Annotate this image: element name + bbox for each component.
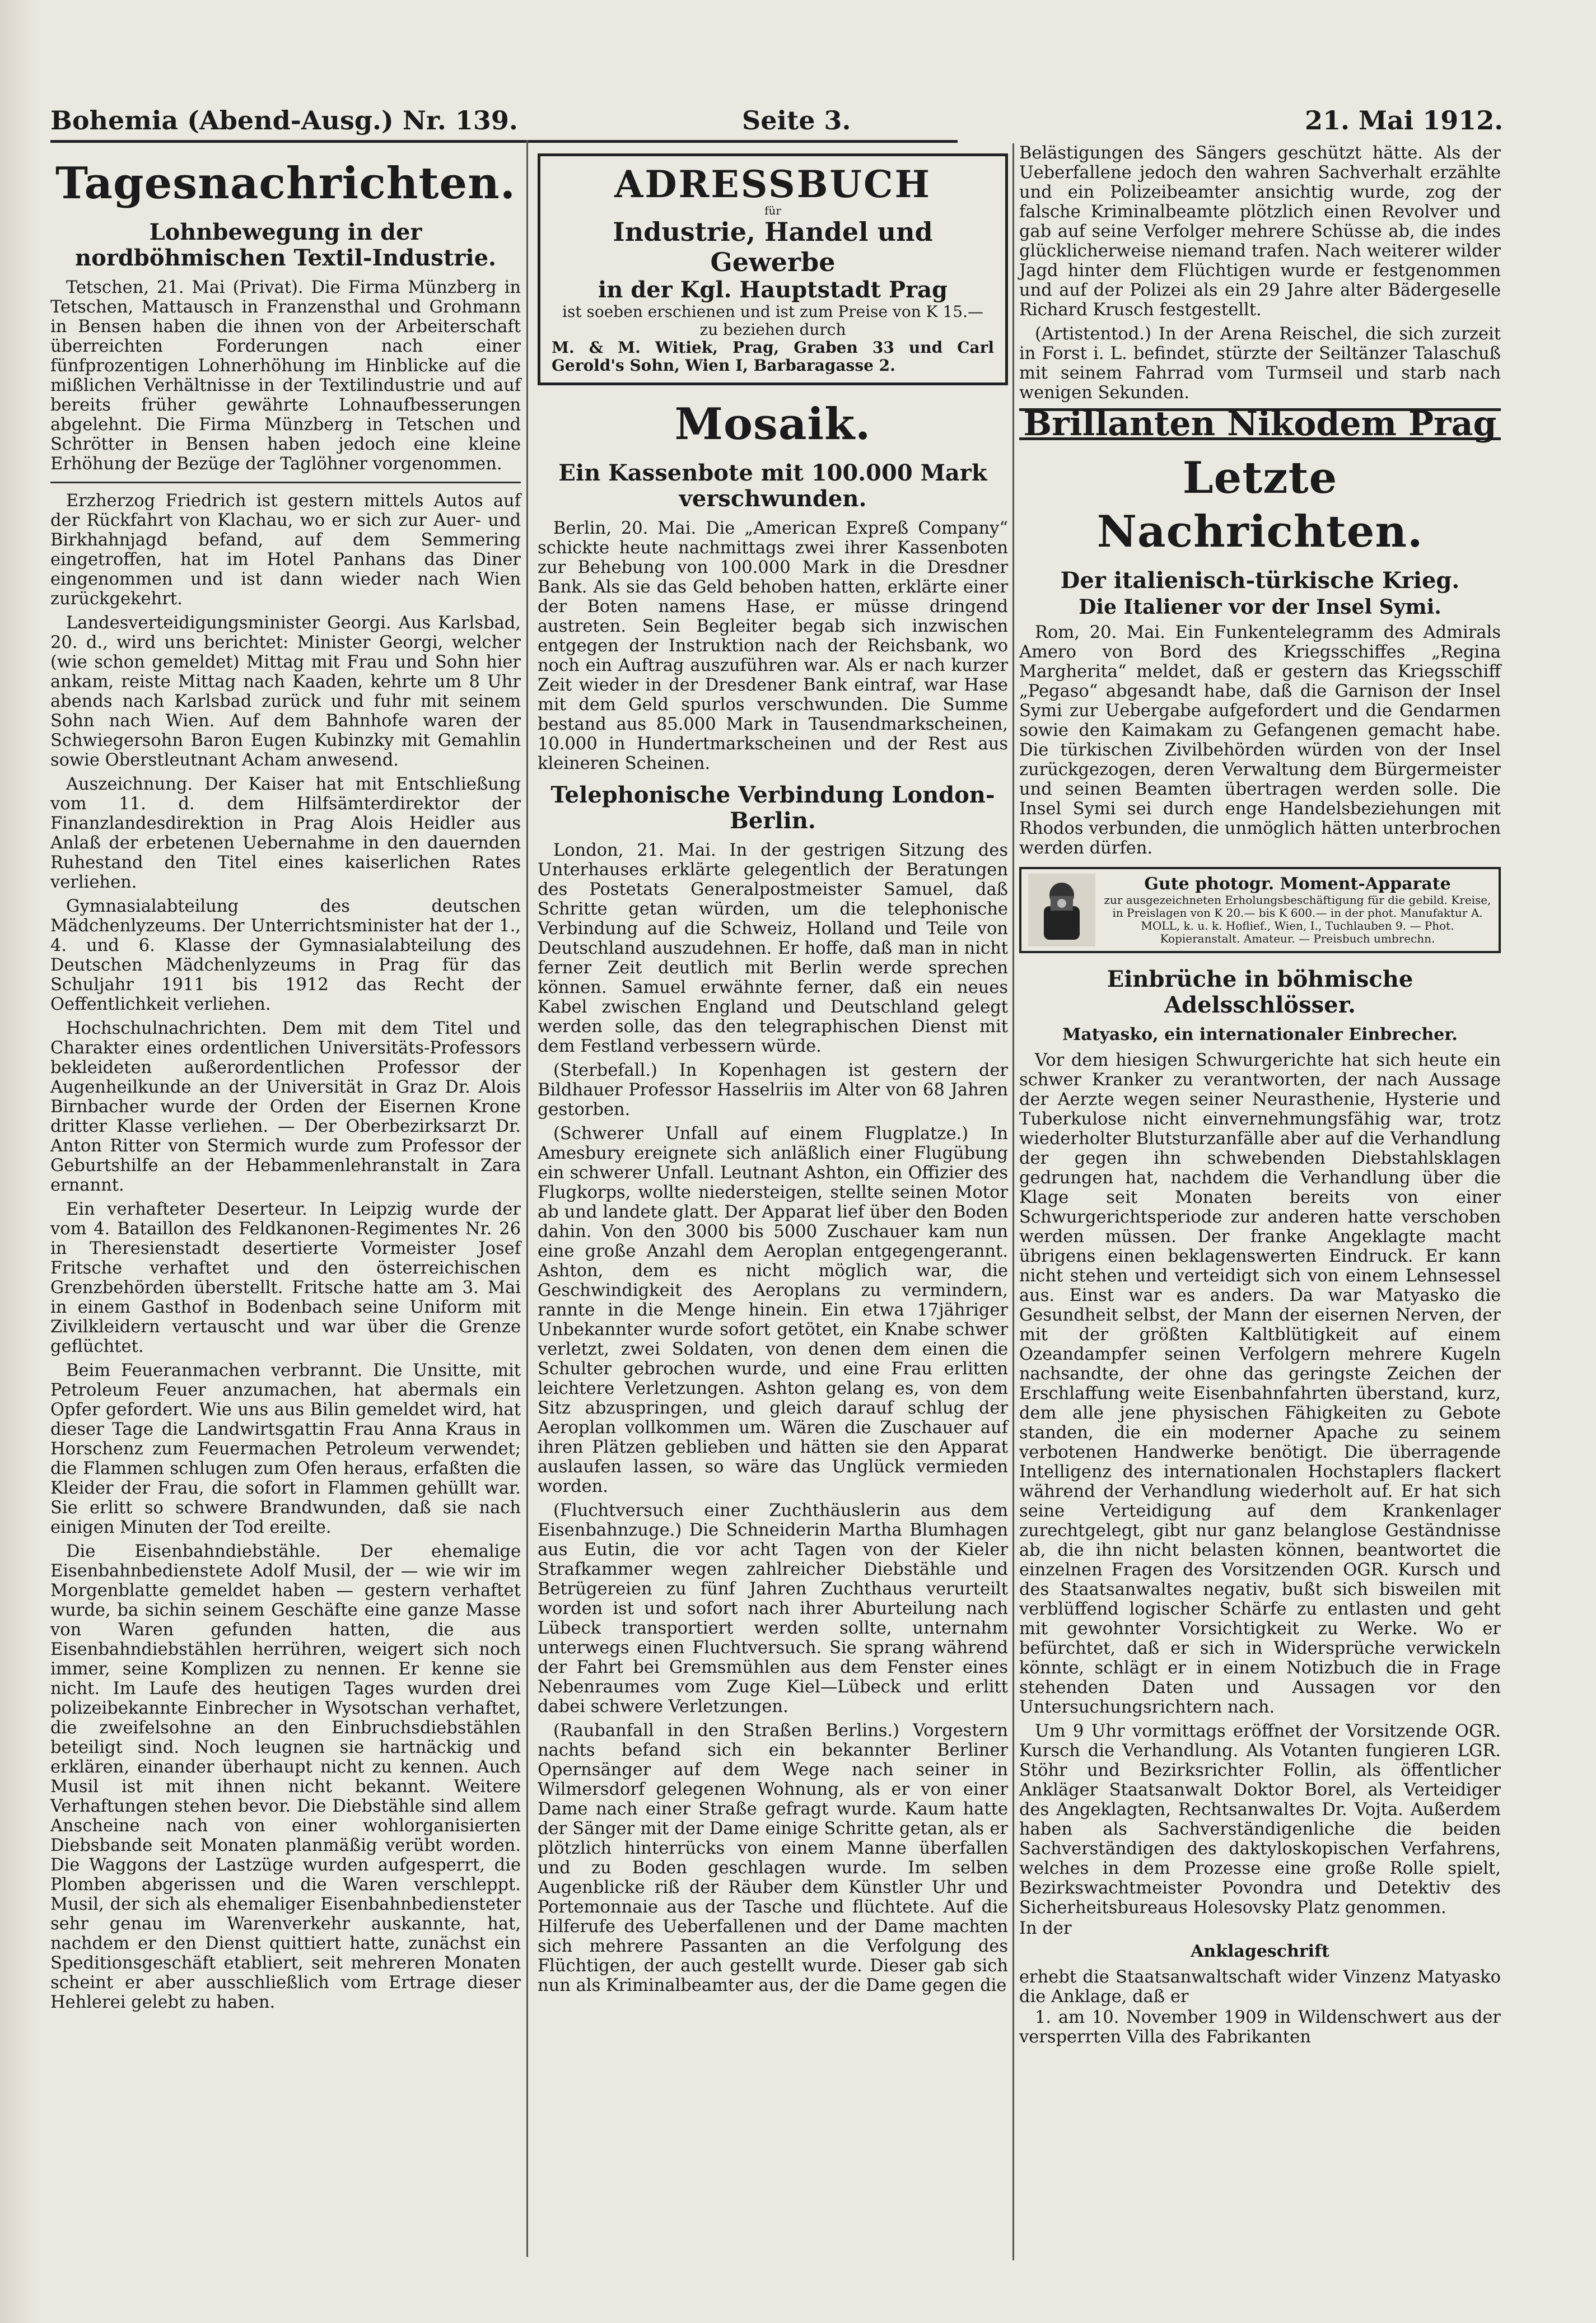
ad-text: M. & M. Witiek, Prag, Graben 33 und Carl Gerold's Sohn, Wien I, Barbaragasse 2. (552, 338, 994, 375)
ad-title: ADRESSBUCH (614, 162, 931, 206)
ad-text: in der Kgl. Hauptstadt Prag (598, 277, 948, 303)
article-paragraph: Die Eisenbahndiebstähle. Der ehemalige Eisenbahnbedienstete Adolf Musil, der — wie wir im Morgenblatte gemeldet haben — gestern verhaftet wurde, ba sichin seinem Geschäfte eine ganze Masse von Waren gefunden hatten, die aus Eisenbahndiebstählen herrühren, weigert sich noch immer, seine Komplizen zu nennen. Er kenne sie nicht. Im Laufe des heutigen Tages wurden drei polizeibekannte Einbrecher in Wysotschan verhaftet, die zweifelsohne an den Einbruchsdiebstählen beteiligt sind. Noch leugnen sie hartnäckig und erklären, einander überhaupt nicht zu kennen. Auch Musil ist mit ihnen nicht bekannt. Weitere Verhaftungen stehen bevor. Die Diebstähle sind allem Anscheine nach von einer wohlorganisierten Diebsbande seit Monaten planmäßig verübt worden. Die Waggons der Lastzüge wurden aufgesperrt, die Plomben abgerissen und die Waren verschleppt. Musil, der sich als ehemaliger Eisenbahnbediensteter sehr genau im Warenverkehr auskannte, hat, nachdem er den Dienst quittiert hatte, zunächst ein Speditionsgeschäft etabliert, seit mehreren Monaten scheint er aber ausschließlich vom Ertrage dieser Hehlerei gelebt zu haben. (50, 1542, 521, 2012)
section-title: Letzte Nachrichten. (1096, 453, 1424, 557)
column-separator (1012, 143, 1014, 2260)
article-headline: Einbrüche in böhmische Adelsschlösser. (1107, 966, 1413, 1018)
article-paragraph: (Fluchtversuch einer Zuchthäuslerin aus dem Eisenbahnzuge.) Die Schneiderin Martha Blumhagen aus Eutin, die vor acht Tagen von der Kieler Strafkammer wegen zahlreicher Diebstähle und Betrügereien zu fünf Jahren Zuchthaus verurteilt worden ist und sofort nach ihrer Aburteilung nach Lübeck transportiert werden sollte, unternahm unterwegs einen Fluchtversuch. Sie sprang während der Fahrt bei Gremsmühlen aus dem Fenster eines Nebenraumes vom Zuge Kiel—Lübeck und erlitt dabei schwere Verletzungen. (538, 1501, 1008, 1716)
column-3 (1019, 143, 1501, 2048)
article-paragraph: Berlin, 20. Mai. Die „American Expreß Company“ schickte heute nachmittags zwei ihrer Kassenboten zur Behebung von 100.000 Mark in die Dresdner Bank. Als sie das Geld behoben hatten, erklärte einer der Boten namens Hase, er müsse dringend austreten. Sein Begleiter begab sich inzwischen entgegen der Instruktion nach der Reichsbank, wo noch ein Auftrag auszuführen war. Als er nach kurzer Zeit wieder in der Dresdener Bank eintraf, war Hase mit dem Geld spurlos verschwunden. Die Summe bestand aus 85.000 Mark in Tausendmarkscheinen, 10.000 in Hundertmarkscheinen und der Rest aus kleineren Scheinen. (538, 519, 1008, 773)
article-paragraph: Belästigungen des Sängers geschützt hätte. Als der Ueberfallene jedoch den wahren Sachverhalt erzählte und ein Polizeibeamter ansichtig wurde, zog der falsche Kriminalbeamte plötzlich einen Revolver und gab auf seine Verfolger mehrere Schüsse ab, die indes glücklicherweise niemand trafen. Nach weiterer wilder Jagd hinter dem Flüchtigen wurde er festgenommen und auf der Polizei als ein 29 Jahre alter Bädergeselle Richard Krusch festgestellt. (1019, 143, 1501, 320)
article-paragraph: Um 9 Uhr vormittags eröffnet der Vorsitzende OGR. Kursch die Verhandlung. Als Votanten fungieren LGR. Stöhr und Bezirksrichter Follin, als öffentlicher Ankläger Staatsanwalt Doktor Borel, als Verteidiger des Angeklagten, Rechtsanwaltes Dr. Vojta. Außerdem haben als Sachverständigenliche die beiden Sachverständigen des daktyloskopischen Verfahrens, welches in dem Prozesse eine große Rolle spielt, Bezirkswachtmeister Povondra und Detektiv des Sicherheitsbureaus Holesovsky Platz genommen. (1019, 1722, 1501, 1918)
page-header (50, 105, 1506, 139)
issue-date: 21. Mai 1912. (1305, 105, 1504, 136)
article-paragraph: In der (1019, 1919, 1072, 1938)
article-paragraph: Landesverteidigungsminister Georgi. Aus Karlsbad, 20. d., wird uns berichtet: Minister Georgi, welcher (wie schon gemeldet) Mittag mit Frau und Sohn hier ankam, reiste Mittag nach Kaaden, kehrte um 8 Uhr abends nach Karlsbad zurück und fuhr mit seinem Sohn nach Wien. Auf dem Bahnhofe waren der Schwiegersohn Baron Eugen Kubinzky mit Gemahlin sowie Oberstleutnant Acham anwesend. (50, 613, 521, 770)
article-paragraph: (Sterbefall.) In Kopenhagen ist gestern der Bildhauer Professor Hasselriis im Alter von 68 Jahren gestorben. (538, 1061, 1008, 1119)
ad-text: für (764, 204, 781, 217)
article-paragraph: Gymnasialabteilung des deutschen Mädchenlyzeums. Der Unterrichtsminister hat der 1., 4. und 6. Klasse der Gymnasialabteilung des Deutschen Mädchenlyzeums in Prag für das Schuljahr 1911 bis 1912 das Recht der Oeffentlichkeit verliehen. (50, 897, 521, 1014)
article-headline: Der italienisch-türkische Krieg. (1060, 567, 1460, 594)
article-paragraph: Beim Feueranmachen verbrannt. Die Unsitte, mit Petroleum Feuer anzumachen, hat abermals ein Opfer gefordert. Wie uns aus Bilin gemeldet wird, hat dieser Tage die Landwirtsgattin Frau Anna Kraus in Horschenz zum Feuermachen Petroleum verwendet; die Flammen schlugen zum Ofen heraus, erfaßten die Kleider der Frau, die sofort in Flammen gehüllt war. Sie erlitt so schwere Brandwunden, daß sie nach einigen Minuten der Tod ereilte. (50, 1361, 521, 1537)
article-paragraph: (Raubanfall in den Straßen Berlins.) Vorgestern nachts befand sich ein bekannter Berliner Opernsänger auf dem Wege nach seiner in Wilmersdorf gelegenen Wohnung, als er von einer Dame nach einer Straße gefragt wurde. Kaum hatte der Sänger mit der Dame einige Schritte getan, als er plötzlich hinterrücks von einem Manne überfallen und zu Boden geschlagen wurde. Im selben Augenblicke riß der Räuber dem Künstler Uhr und Portemonnaie aus der Tasche und flüchtete. Auf die Hilferufe des Ueberfallenen und der Dame machten sich mehrere Passanten an die Verfolgung des Flüchtigen, der auch gestellt wurde. Dieser gab sich nun als Kriminalbeamter aus, der die Dame gegen die (538, 1721, 1008, 1995)
section-title: Tagesnachrichten. (55, 158, 516, 209)
header-rule (50, 140, 958, 143)
article-headline: Telephonische Verbindung London-Berlin. (550, 782, 995, 834)
article-paragraph: (Artistentod.) In der Arena Reischel, die sich zurzeit in Forst i. L. befindet, stürzte der Seiltänzer Talaschuß mit seinem Fahrrad vom Turmseil und starb nach wenigen Sekunden. (1019, 324, 1501, 403)
article-subheadline: Die Italiener vor der Insel Symi. (1079, 595, 1441, 619)
article-subheadline: Anklageschrift (1191, 1942, 1329, 1961)
advertisement-camera (1019, 867, 1501, 953)
ad-title: Gute photogr. Moment-Apparate (1144, 874, 1451, 894)
ad-text: Industrie, Handel und Gewerbe (613, 217, 933, 277)
article-paragraph: Vor dem hiesigen Schwurgerichte hat sich heute ein schwer Kranker zu verantworten, der nach Aussage der Aerzte wegen seiner Neurasthenie, Hysterie und Tuberkulose nicht einvernehmungsfähig war, trotz wiederholter Blutsturzanfälle aber auf die Verhandlung der gegen ihn schwebenden Diebstahlsklagen gedrungen hat, nachdem die Verhandlung über die Klage seit Monaten bereits von einer Schwurgerichtsperiode zur anderen hatte verschoben werden müssen. Der franke Angeklagte macht übrigens einen beklagenswerten Eindruck. Er kann nicht stehen und verteidigt sich von einem Lehnsessel aus. Einst war es anders. Da war Matyasko die Gesundheit selbst, der Mann der eisernen Nerven, der mit der größten Kaltblütigkeit auf einem Ozeandampfer seinen Verfolgern mehrere Kugeln nachsandte, der ohne das geringste Zeichen der Erschlaffung weite Eisenbahnfahrten überstand, kurz, dem alle jene physischen Fähigkeiten zu Gebote standen, die ein moderner Apache zu seinem verbotenen Handwerke benötigt. Die überragende Intelligenz des internationalen Hochstaplers flackert während der Verhandlung wiederholt auf. Er hat sich seine Verteidigung auf dem Krankenlager zurechtgelegt, gibt nur ganz belanglose Geständnisse ab, die ihn nicht belasten können, beantwortet die einzelnen Fragen des Vorsitzenden OGR. Kursch und des Staatsanwaltes negativ, bußt sich bisweilen mit verblüffend logischer Schärfe zu entlasten und geht mit gewohnter Vorsichtigkeit zu Werke. Wo er befürchtet, daß er sich in Widersprüche verwickeln könnte, schlägt er in einem Notizbuch die in Frage stehenden Daten und Aussagen vor den Untersuchungsrichtern nach. (1019, 1051, 1501, 1717)
page-number: Seite 3. (742, 105, 851, 136)
article-paragraph: (Schwerer Unfall auf einem Flugplatze.) In Amesbury ereignete sich anläßlich einer Flugübung ein schwerer Unfall. Leutnant Ashton, ein Offizier des Flugkorps, wollte niedersteigen, stellte seinen Motor ab und landete glatt. Der Apparat lief über den Boden dahin. Von den 3000 bis 5000 Zuschauer kam nun eine große Anzahl dem Aeroplan entgegengerannt. Ashton, dem es nicht möglich war, die Geschwindigkeit des Aeroplans zu vermindern, rannte in die Menge hinein. Ein etwa 17jähriger Unbekannter wurde sofort getötet, ein Knabe schwer verletzt, zwei Soldaten, von denen dem einen die Schulter gebrochen wurde, und eine Frau erlitten leichtere Verletzungen. Ashton gelang es, von dem Sitz abzuspringen, und gleich darauf schlug der Aeroplan vollkommen um. Wären die Zuschauer auf ihren Plätzen geblieben und hätten sie den Apparat auslaufen lassen, so wäre das Unglück vermieden worden. (538, 1124, 1008, 1496)
advertisement-adressbuch (538, 153, 1008, 385)
article-paragraph: Erzherzog Friedrich ist gestern mittels Autos auf der Rückfahrt von Klachau, wo er sich zur Auer- und Birkhahnjagd befand, auf dem Semmering eingetroffen, hat im Hotel Panhans das Diner eingenommen und ist dann wieder nach Wien zurückgekehrt. (50, 491, 521, 609)
article-paragraph: London, 21. Mai. In der gestrigen Sitzung des Unterhauses erklärte gelegentlich der Beratungen des Postetats Generalpostmeister Samuel, daß Schritte getan würden, um die telephonische Verbindung auf die Schweiz, Holland und Teile von Deutschland auszudehnen. Er hoffe, daß man in nicht ferner Zeit deutlich mit Berlin werde sprechen können. Samuel erwähnte ferner, daß ein neues Kabel zwischen England und Deutschland gelegt werden solle, das den telegraphischen Dienst mit dem Festland verbessern würde. (538, 841, 1008, 1056)
article-paragraph: erhebt die Staatsanwaltschaft wider Vinzenz Matyasko die Anklage, daß er (1019, 1967, 1501, 2007)
article-paragraph: Ein verhafteter Deserteur. In Leipzig wurde der vom 4. Bataillon des Feldkanonen-Regimentes Nr. 26 in Theresienstadt desertierte Vormeister Josef Fritsche verhaftet und den österreichischen Grenzbehörden überstellt. Fritsche hatte am 3. Mai in einem Gasthof in Bodenbach seine Uniform mit Zivilkleidern vertauscht und war über die Grenze geflüchtet. (50, 1200, 521, 1356)
article-headline: Ein Kassenbote mit 100.000 Mark verschwunden. (558, 460, 987, 512)
article-paragraph: Tetschen, 21. Mai (Privat). Die Firma Münzberg in Tetschen, Mattausch in Franzensthal und Grohmann in Bensen haben die ihnen von der Arbeiterschaft überreichten Forderungen nach einer fünfprozentigen Lohnerhöhung im Hinblicke auf die mißlichen Verhältnisse in der Textilindustrie und auf bereits früher gewährte Lohnaufbesserungen abgelehnt. Die Firma Münzberg in Tetschen und Schrötter in Bensen haben jedoch eine kleine Erhöhung der Bezüge der Taglöhner vorgenommen. (50, 278, 521, 474)
column-separator (526, 140, 528, 2257)
article-subheadline: Matyasko, ein internationaler Einbrecher. (1062, 1025, 1458, 1044)
binding-gutter (0, 0, 39, 2323)
advertisement-nikodem: Brillanten Nikodem Prag (1019, 408, 1501, 440)
article-headline: Lohnbewegung in der nordböhmischen Textil-Industrie. (75, 219, 496, 271)
photographer-illustration-icon (1028, 874, 1095, 946)
article-paragraph: Rom, 20. Mai. Ein Funkentelegramm des Admirals Amero von Bord des Kriegsschiffes „Regina Margherita“ meldet, daß er gestern das Kriegsschiff „Pegaso“ abgesandt habe, daß die Garnison der Insel Symi zur Uebergabe aufgefordert und die Gendarmen sowie den Kaimakam zu Gefangenen gemacht habe. Die türkischen Zivilbehörden würden von der Insel zurückgezogen, deren Verwaltung dem Bürgermeister und seinen Beamten übertragen werden solle. Die Insel Symi sei durch enge Handelsbeziehungen mit Rhodos verbunden, die unmöglich hätten unterbrochen werden dürfen. (1019, 623, 1501, 858)
ad-text: ist soeben erschienen und ist zum Preise von K 15.— zu beziehen durch (562, 302, 983, 339)
masthead: Bohemia (Abend-Ausg.) Nr. 139. (50, 105, 518, 136)
column-1 (50, 150, 521, 2013)
article-paragraph: Auszeichnung. Der Kaiser hat mit Entschließung vom 11. d. dem Hilfsämterdirektor der Finanzlandesdirektion in Prag Alois Heidler aus Anlaß der erbetenen Uebernahme in den dauernden Ruhestand den Titel eines kaiserlichen Rates verliehen. (50, 775, 521, 892)
article-paragraph: 1. am 10. November 1909 in Wildenschwert aus der versperrten Villa des Fabrikanten (1019, 2008, 1501, 2047)
column-2 (538, 150, 1008, 1997)
ad-text-block (1103, 875, 1492, 945)
ad-text: zur ausgezeichneten Erholungsbeschäftigung für die gebild. Kreise, in Preislagen von K 20.— bis K 600.— in der phot. Manufaktur A. MOLL, k. u. k. Hoflief., Wien, I., Tuchlauben 9. — Phot. Kopieranstalt. Amateur. — Preisbuch umbrechn. (1104, 893, 1491, 945)
article-paragraph: Hochschulnachrichten. Dem mit dem Titel und Charakter eines ordentlichen Universitäts-Professors bekleideten außerordentlichen Professor der Augenheilkunde an der Universität in Graz Dr. Alois Birnbacher wurde der Orden der Eisernen Krone dritter Klasse verliehen. — Der Oberbezirksarzt Dr. Anton Ritter von Stermich wurde zum Professor der Geburtshilfe an der Hebammenlehranstalt in Zara ernannt. (50, 1019, 521, 1195)
divider (50, 482, 521, 483)
section-title: Mosaik. (674, 399, 871, 450)
